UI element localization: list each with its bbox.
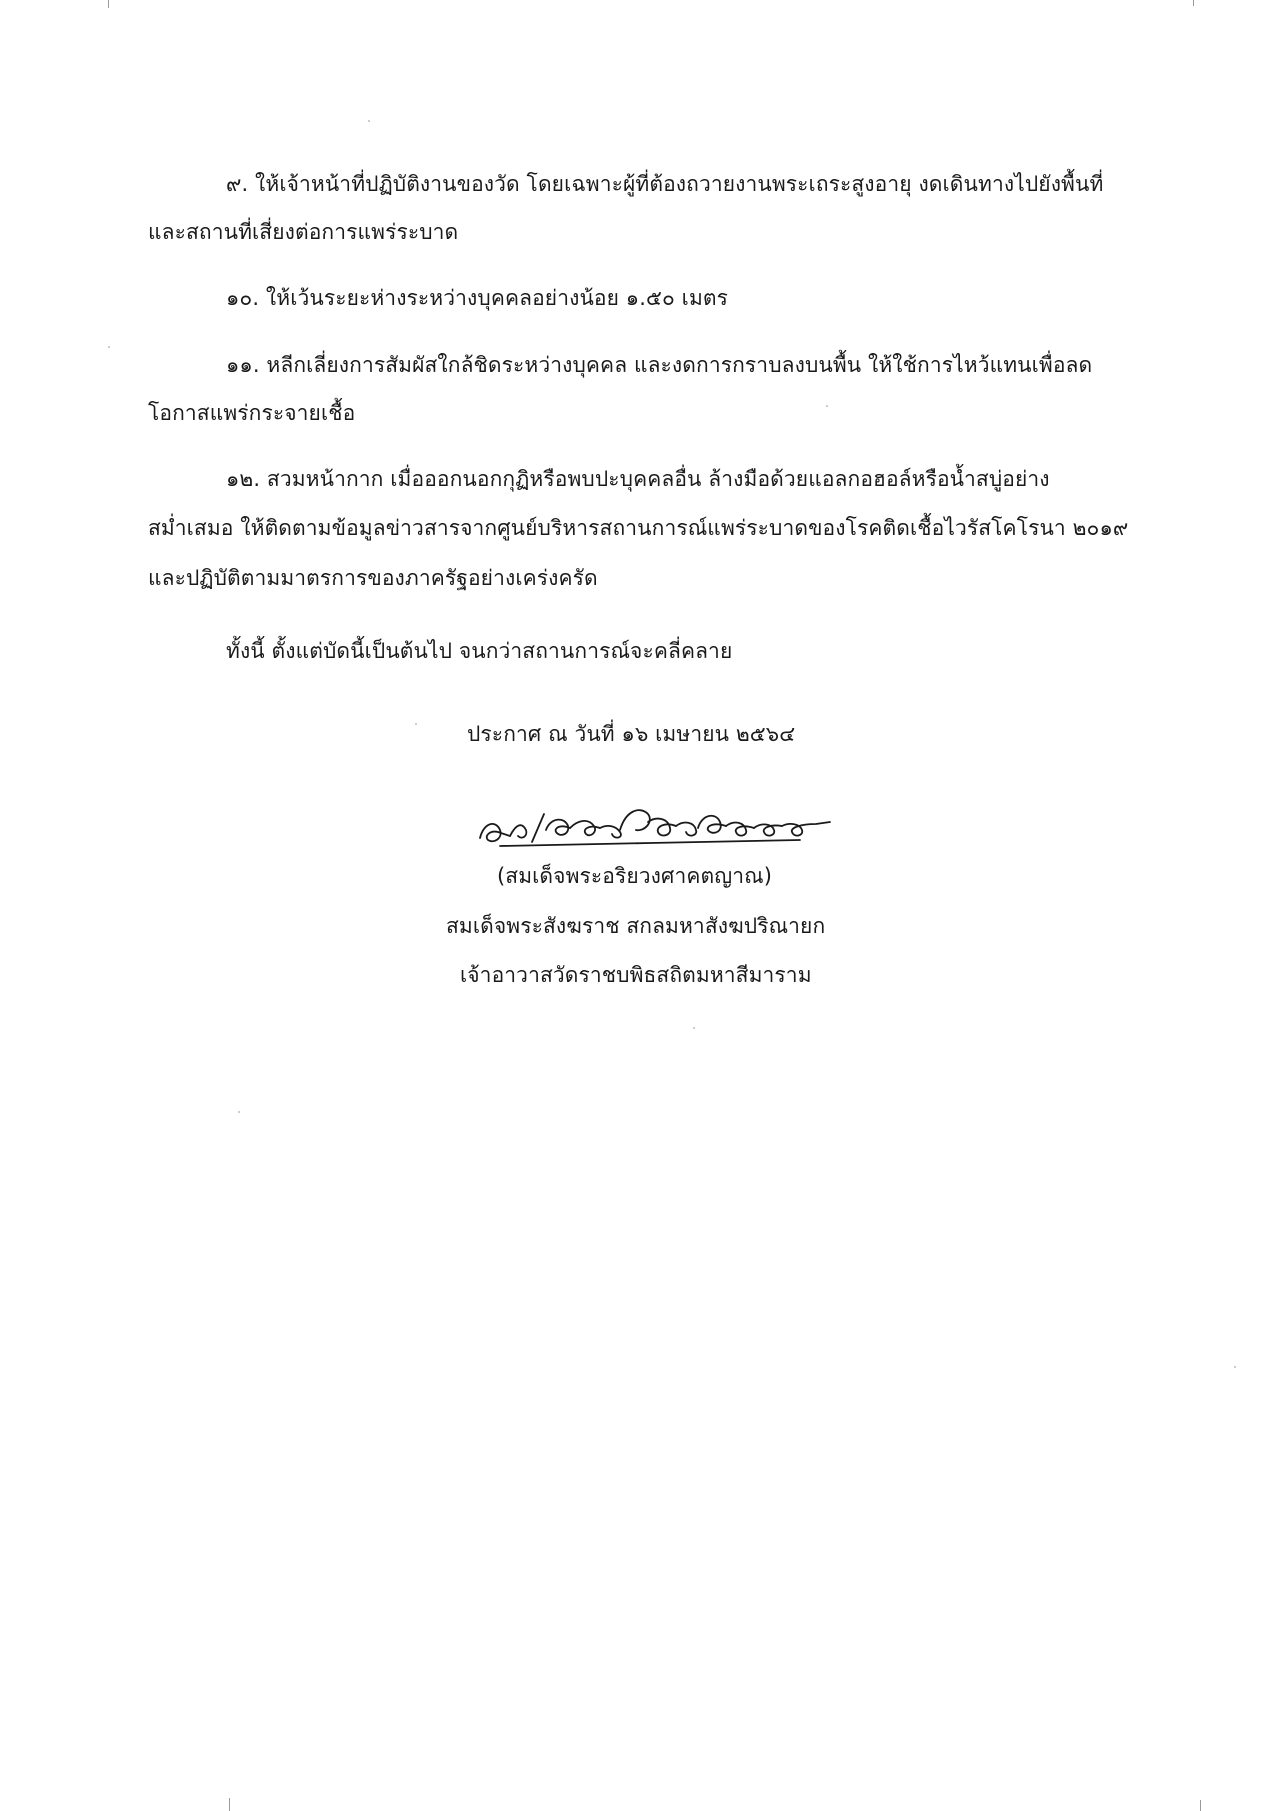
signature-text: สมเด็จพระอริยวงศาคตญาณ	[470, 800, 483, 801]
paragraph-item-11-line-1: ๑๑. หลีกเลี่ยงการสัมผัสใกล้ชิดระหว่างบุคคล และงดการกราบลงบนพื้น ให้ใช้การไหว้แทนเพื่อลด	[226, 353, 1093, 377]
announcement-date: ประกาศ ณ วันที่ ๑๖ เมษายน ๒๕๖๔	[467, 722, 796, 746]
scan-speck	[108, 346, 110, 348]
scan-edge-mark	[1200, 1800, 1201, 1811]
signer-printed-name: (สมเด็จพระอริยวงศาคตญาณ)	[497, 864, 772, 888]
scan-speck	[368, 120, 370, 122]
paragraph-item-10-line-1: ๑๐. ให้เว้นระยะห่างระหว่างบุคคลอย่างน้อย ๑.๕๐ เมตร	[226, 286, 729, 310]
effective-clause: ทั้งนี้ ตั้งแต่บัดนี้เป็นต้นไป จนกว่าสถานการณ์จะคลี่คลาย	[226, 639, 733, 663]
paragraph-item-12-line-3: และปฏิบัติตามมาตรการของภาครัฐอย่างเคร่งครัด	[148, 566, 598, 590]
paragraph-item-11-line-2: โอกาสแพร่กระจายเชื้อ	[148, 401, 356, 425]
signer-title: สมเด็จพระสังฆราช สกลมหาสังฆปริณายก	[446, 914, 826, 938]
scan-edge-mark	[1193, 0, 1194, 6]
scan-speck	[415, 723, 417, 725]
paragraph-item-12-line-1: ๑๒. สวมหน้ากาก เมื่อออกนอกกุฏิหรือพบปะบุคคลอื่น ล้างมือด้วยแอลกอฮอล์หรือน้ำสบู่อย่าง	[226, 467, 1050, 491]
scan-speck	[238, 1111, 240, 1113]
signer-position: เจ้าอาวาสวัดราชบพิธสถิตมหาสีมาราม	[460, 963, 812, 987]
scan-edge-mark	[108, 0, 109, 8]
scan-speck	[826, 405, 828, 407]
scan-edge-mark	[229, 1798, 230, 1811]
paragraph-item-9-line-2: และสถานที่เสี่ยงต่อการแพร่ระบาด	[148, 220, 459, 244]
paragraph-item-9-line-1: ๙. ให้เจ้าหน้าที่ปฏิบัติงานของวัด โดยเฉพาะผู้ที่ต้องถวายงานพระเถระสูงอายุ งดเดินทางไปยังพื้นที่	[226, 172, 1104, 196]
scan-speck	[693, 1027, 695, 1029]
handwritten-signature	[470, 800, 850, 860]
paragraph-item-12-line-2: สม่ำเสมอ ให้ติดตามข้อมูลข่าวสารจากศูนย์บริหารสถานการณ์แพร่ระบาดของโรคติดเชื้อไวรัสโคโรนา ๒๐๑๙	[148, 516, 1129, 540]
scan-speck	[1234, 1366, 1236, 1368]
